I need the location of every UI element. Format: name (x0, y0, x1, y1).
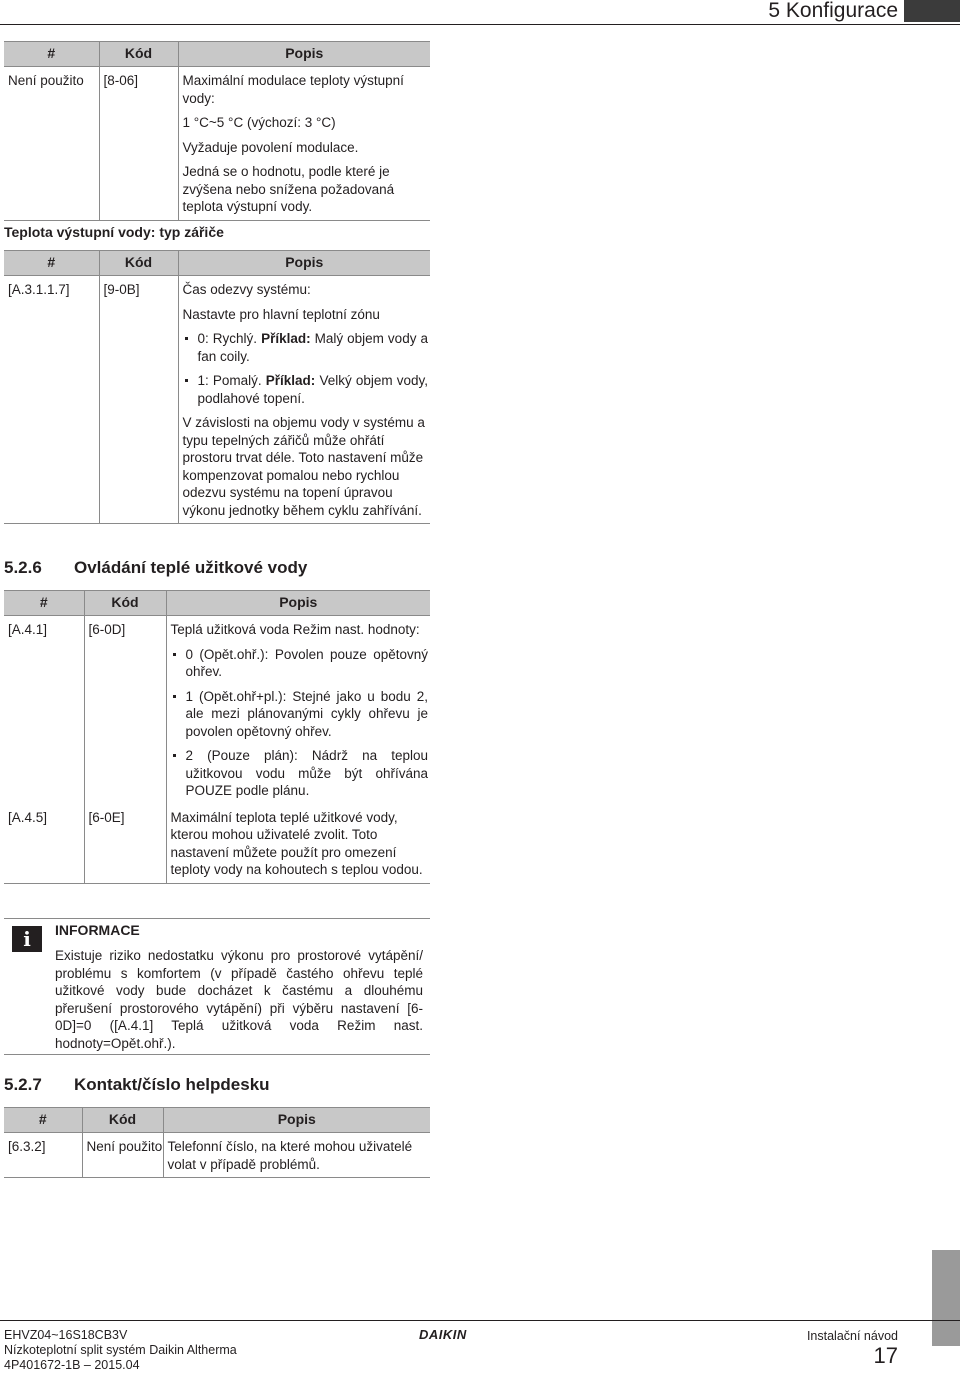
column-header-description: Popis (163, 1108, 430, 1133)
page-number: 17 (873, 1343, 898, 1368)
footer-manual-title: Instalační návod (806, 1329, 898, 1343)
bullet-icon (185, 337, 188, 340)
column-header-hash: # (4, 591, 84, 616)
bullet-icon (173, 653, 176, 656)
description-text: Čas odezvy systému: (182, 282, 311, 297)
description-text: Maximální modulace teploty výstupní vody: (182, 73, 404, 106)
footer-divider (0, 1320, 960, 1321)
info-text: Existuje riziko nedostatku výkonu pro prostorové vytápění/ problému s komfortem (v případě častého ohřevu teplé užitkové vody bude docházet k častému a dlouhému přerušení prostorového vytápění) při výběru nastavení [6-0D]=0 ([A.4.1] Teplá užitková voda Režim nast. hodnoty=Opět.ohř.). (55, 948, 423, 1051)
header-divider (0, 24, 960, 25)
cell-code: [8-06] (99, 67, 178, 221)
table-row (4, 67, 430, 221)
footer-product: Nízkoteplotní split systém Daikin Altherma (4, 1343, 237, 1357)
description-text: Maximální teplota teplé užitkové vody, kterou mohou uživatelé zvolit. Toto nastavení můžete použít pro omezení teploty vody na kohoutech s teplou vodou. (170, 809, 423, 877)
info-divider-top (4, 918, 430, 919)
cell-hash: [A.4.1] (8, 622, 48, 637)
bullet-icon (173, 754, 176, 757)
info-divider-bottom (4, 1054, 430, 1055)
cell-hash: [6.3.2] (4, 1133, 82, 1178)
column-header-hash: # (4, 251, 99, 276)
column-header-code: Kód (82, 1108, 163, 1133)
description-text: Telefonní číslo, na které mohou uživatelé volat v případě problémů. (167, 1139, 413, 1172)
cell-hash: [A.4.5] (4, 804, 84, 884)
cell-code: [9-0B] (99, 276, 178, 524)
column-header-hash: # (4, 1108, 82, 1133)
column-header-description: Popis (166, 591, 430, 616)
column-header-code: Kód (99, 42, 178, 67)
footer-model: EHVZ04~16S18CB3V (4, 1328, 128, 1342)
description-text: Teplá užitková voda Režim nast. hodnoty: (170, 622, 420, 637)
table-row (4, 804, 430, 884)
bullet-item: 1: Pomalý. Příklad: Velký objem vody, podlahové topení. (183, 372, 429, 407)
cell-hash: Není použito (4, 67, 99, 221)
bullet-item: 2 (Pouze plán): Nádrž na teplou užitkovou vodu může být ohřívána POUZE podle plánu. (171, 747, 429, 800)
column-header-code: Kód (84, 591, 166, 616)
chapter-title: 5 Konfigurace (768, 0, 898, 22)
cell-code: [6-0D] (84, 616, 166, 804)
section-heading-5-2-7 (4, 1075, 270, 1095)
cell-hash: [A.3.1.1.7] (4, 276, 99, 524)
cell-description (163, 1133, 430, 1178)
settings-table-helpdesk (4, 1107, 430, 1178)
footer-doc-id: 4P401672-1B – 2015.04 (4, 1358, 140, 1372)
column-header-description: Popis (178, 251, 430, 276)
table-caption: Teplota výstupní vody: typ zářiče (4, 224, 224, 240)
settings-table-6-0d (4, 590, 430, 884)
table-row (4, 1133, 430, 1178)
section-number: 5.2.7 (4, 1075, 42, 1094)
footer-info (4, 1328, 237, 1373)
section-heading-5-2-6 (4, 558, 307, 578)
info-icon: i (12, 926, 42, 952)
bullet-item: 0: Rychlý. Příklad: Malý objem vody a fan coily. (183, 330, 429, 365)
chapter-bar (904, 0, 960, 22)
cell-description (178, 276, 430, 524)
table-row (4, 616, 430, 804)
column-header-hash: # (4, 42, 99, 67)
column-header-description: Popis (178, 42, 430, 67)
cell-description (178, 67, 430, 221)
bullet-item: 0 (Opět.ohř.): Povolen pouze opětovný ohřev. (171, 646, 429, 681)
description-text: Vyžaduje povolení modulace. (182, 139, 359, 155)
side-tab (932, 1250, 960, 1346)
bullet-icon (173, 695, 176, 698)
description-text: 1 °C~5 °C (výchozí: 3 °C) (182, 115, 336, 130)
daikin-logo: DAIKIN (419, 1327, 467, 1342)
column-header-code: Kód (99, 251, 178, 276)
cell-code: [6-0E] (84, 804, 166, 884)
info-title: INFORMACE (55, 922, 140, 938)
section-title: Ovládání teplé užitkové vody (74, 558, 308, 577)
settings-table-8-06 (4, 41, 430, 221)
bullet-icon (185, 379, 188, 382)
table-row (4, 276, 430, 524)
description-text: Nastavte pro hlavní teplotní zónu (182, 306, 380, 322)
section-number: 5.2.6 (4, 558, 42, 577)
bullet-item: 1 (Opět.ohř+pl.): Stejné jako u bodu 2, ale mezi plánovanými cykly ohřevu je povolen opětovný ohřev. (171, 688, 429, 741)
description-text: V závislosti na objemu vody v systému a typu tepelných zářičů může ohřátí prostoru trvat déle. Toto nastavení může kompenzovat pomalou nebo rychlou odezvu systému na topení úpravou výkonu jednotky během cyklu zahřívání. (182, 415, 425, 518)
cell-code: Není použito (82, 1133, 163, 1178)
cell-description (166, 804, 430, 884)
cell-description (166, 616, 430, 804)
description-text: Jedná se o hodnotu, podle které je zvýšena nebo snížena požadovaná teplota výstupní vody. (182, 164, 395, 214)
settings-table-9-0b (4, 250, 430, 524)
section-title: Kontakt/číslo helpdesku (74, 1075, 270, 1094)
